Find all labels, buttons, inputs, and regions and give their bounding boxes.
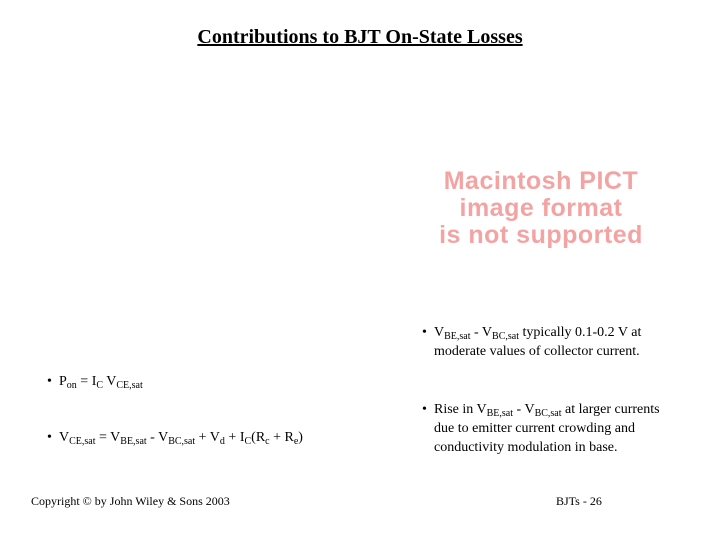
text-plus-i: + I [224,430,245,445]
text-eq-v: = V [95,430,121,445]
slide-title [0,26,720,49]
footer-copyright: Copyright © by John Wiley & Sons 2003 [31,494,230,508]
text-conductivity-modulation: conductivity modulation in base. [434,440,618,455]
text-v: V [103,374,117,389]
text-typically: typically 0.1-0.2 V at [519,325,642,340]
bullet-vbe-vbc-typical [422,323,712,361]
placeholder-line-1: Macintosh PICT [443,167,639,195]
subscript-ce-sat: CE,sat [116,380,143,391]
unsupported-image-placeholder [388,168,694,249]
text-larger-currents: at larger currents [561,402,660,417]
bullet-dot-icon: • [47,374,52,389]
text-rise-in-v: Rise in V [434,402,487,417]
subscript-bc-sat: BC,sat [492,331,519,342]
subscript-d: d [219,436,225,447]
text-v: V [59,430,70,445]
subscript-be-sat: BE,sat [444,331,471,342]
subscript-ce-sat: CE,sat [69,436,96,447]
text-minus-v: - V [470,325,493,340]
footer-page-number: BJTs - 26 [556,494,602,508]
subscript-rc: c [265,436,270,447]
subscript-re: e [293,436,299,447]
placeholder-line-3: is not supported [439,221,643,249]
text-plus-r: + R [269,430,294,445]
placeholder-line-2: image format [459,194,623,222]
bullet-dot-icon: • [422,402,427,417]
subscript-be-sat: BE,sat [120,436,147,447]
bullet-vce-sat [47,428,407,447]
text-moderate-values: moderate values of collector current. [434,344,640,359]
text-v: V [434,325,445,340]
text-close-paren: ) [298,430,303,445]
text-eq-i: = I [76,374,97,389]
subscript-bc-sat: BC,sat [534,408,562,419]
subscript-c: C [96,380,104,391]
subscript-c: C [244,436,252,447]
bullet-dot-icon: • [47,430,52,445]
text-current-crowding: due to emitter current crowding and [434,421,635,436]
subscript-bc-sat: BC,sat [168,436,196,447]
bullet-rise [422,400,712,457]
bullet-dot-icon: • [422,325,427,340]
subscript-on: on [66,380,77,391]
text-open-r: (R [251,430,266,445]
text-minus-v: - V [146,430,169,445]
slide-title-text: Contributions to BJT On-State Losses [197,26,523,48]
subscript-be-sat: BE,sat [486,408,514,419]
text-plus-v: + V [195,430,220,445]
text-p: P [59,374,67,389]
text-minus-v: - V [513,402,535,417]
bullet-pon [47,372,387,391]
